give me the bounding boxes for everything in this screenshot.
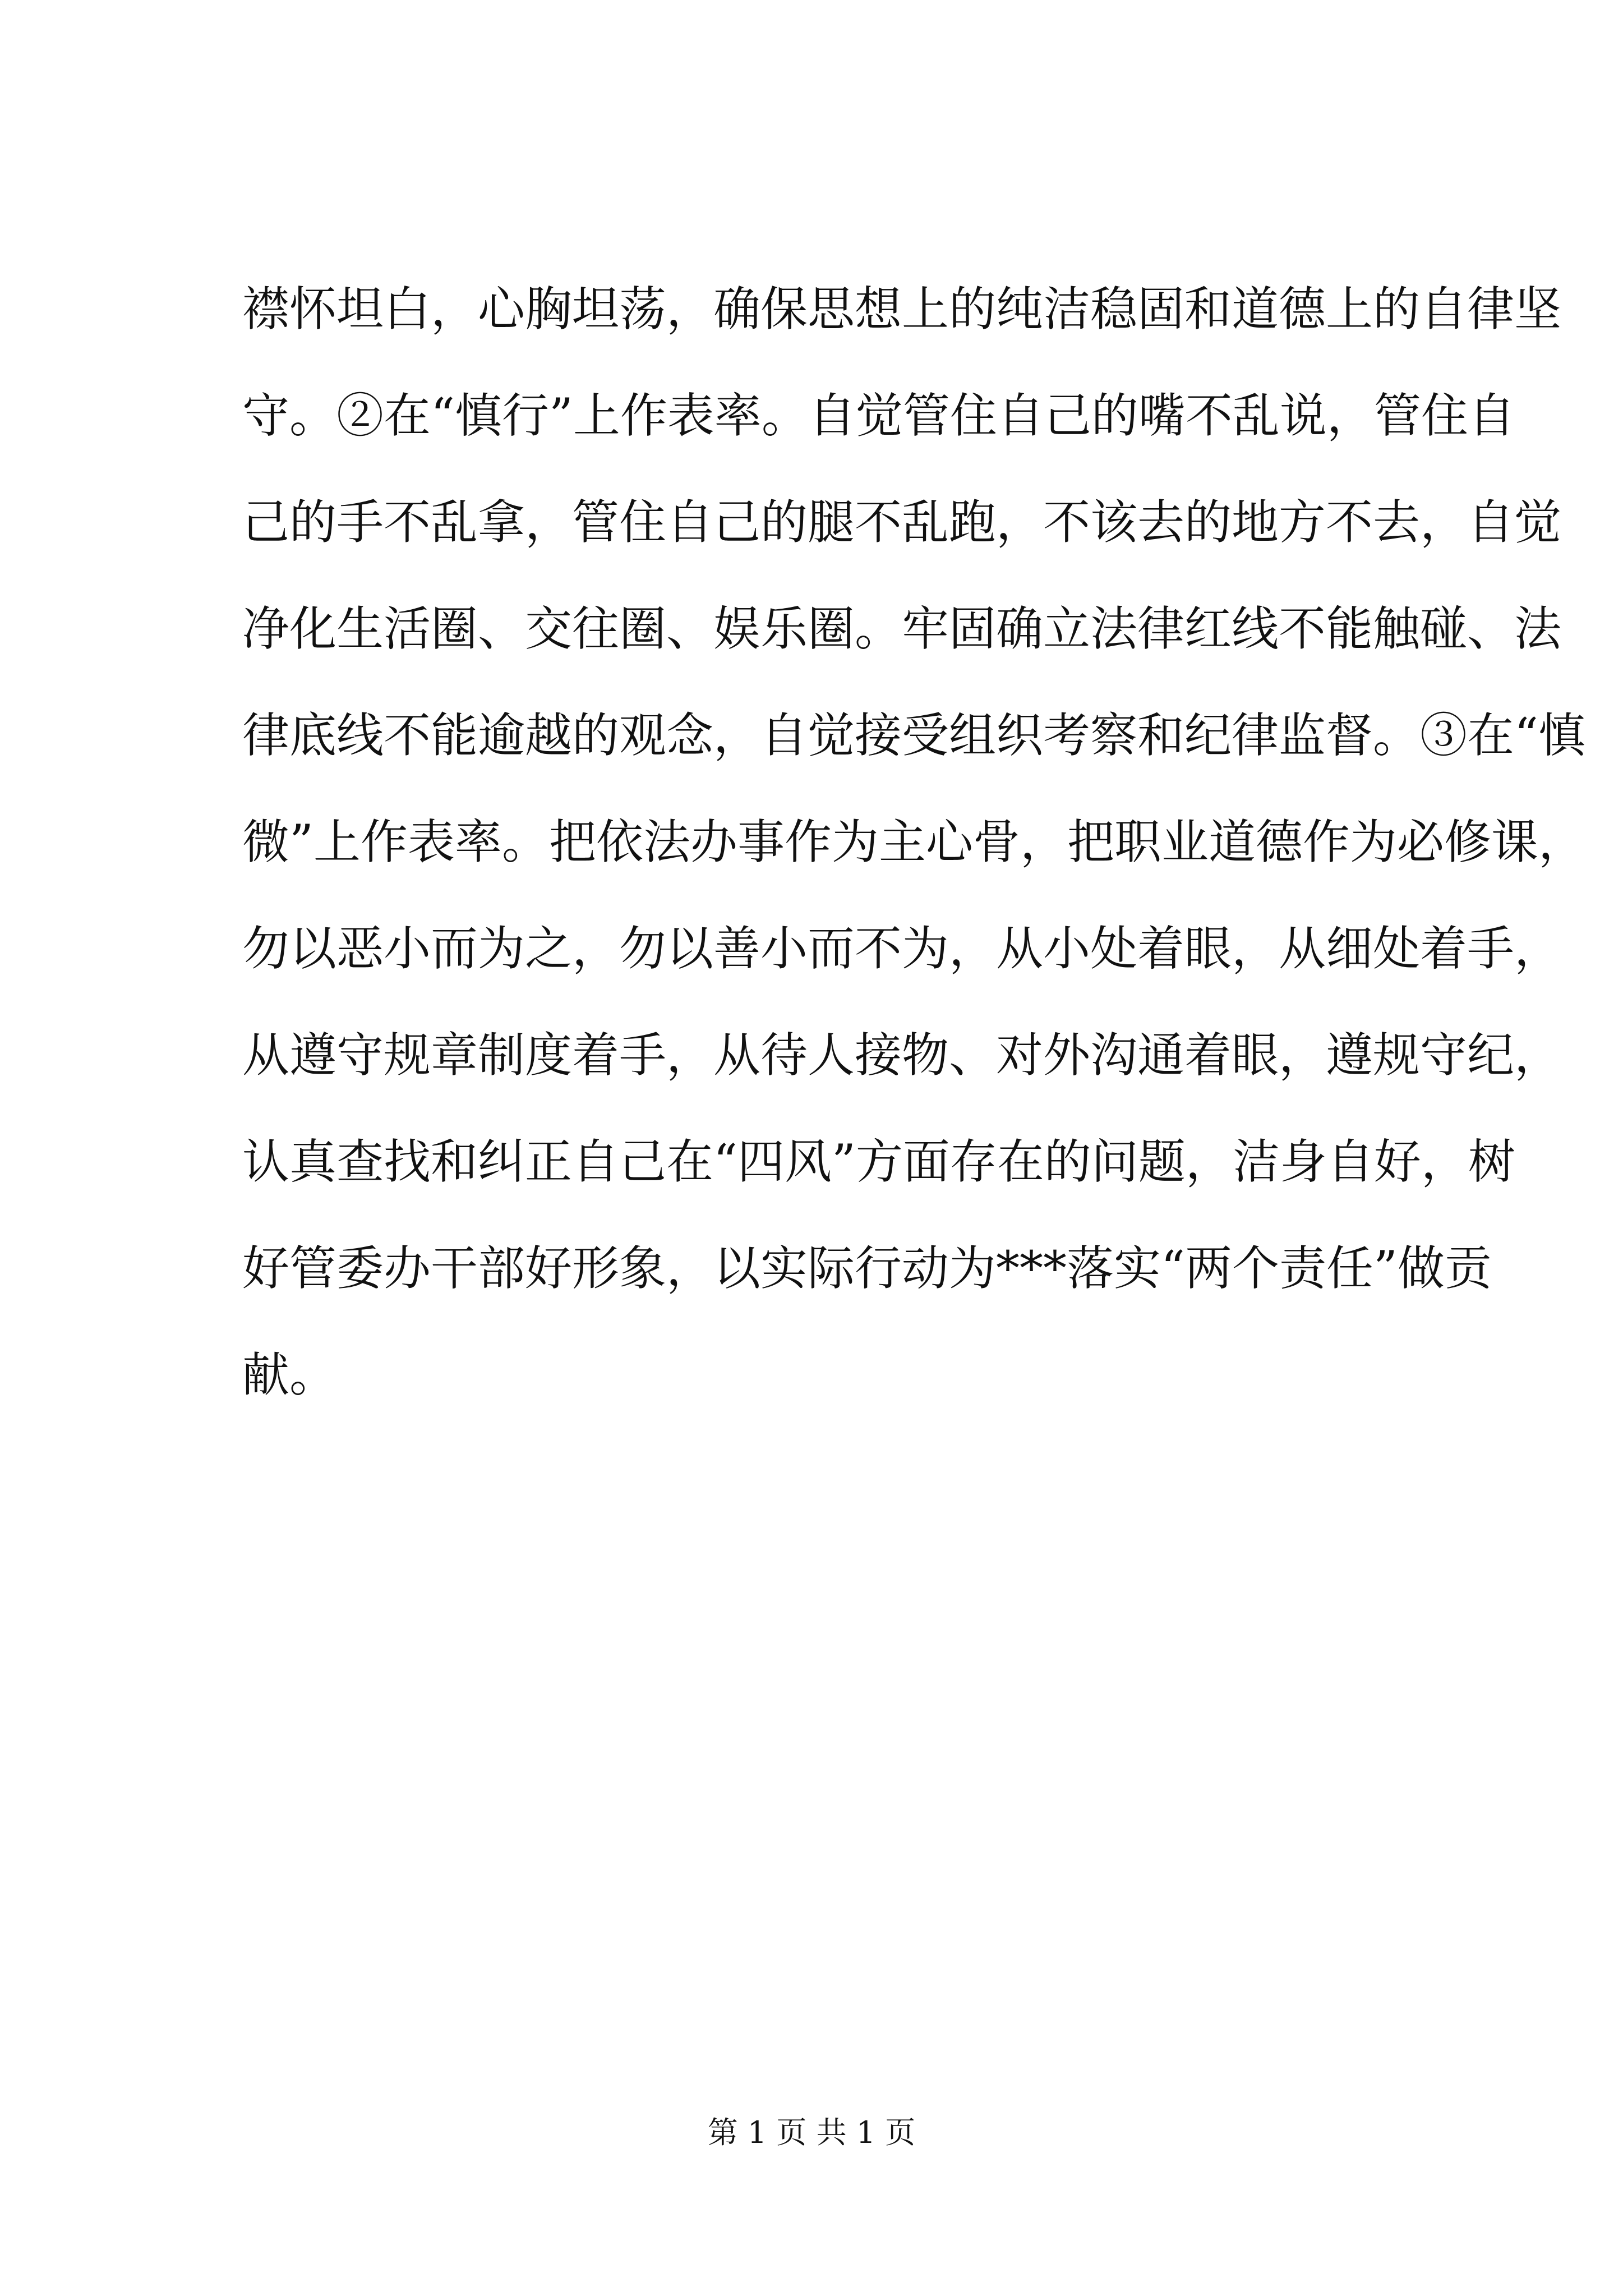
paragraph-line: 律底线不能逾越的观念，自觉接受组织考察和纪律监督。③在“慎 <box>242 708 1585 763</box>
page-footer: 第 1 页 共 1 页 <box>707 2115 916 2150</box>
paragraph-line: 净化生活圈、交往圈、娱乐圈。牢固确立法律红线不能触碰、法 <box>242 601 1562 656</box>
document-body <box>242 256 1585 1428</box>
paragraph-line: 守。②在“慎行”上作表率。自觉管住自己的嘴不乱说，管住自 <box>242 388 1515 443</box>
paragraph-line: 勿以恶小而为之，勿以善小而不为，从小处着眼，从细处着手， <box>242 921 1562 976</box>
paragraph-line: 己的手不乱拿，管住自己的腿不乱跑，不该去的地方不去，自觉 <box>242 495 1562 550</box>
paragraph-line: 从遵守规章制度着手，从待人接物、对外沟通着眼，遵规守纪， <box>242 1028 1562 1083</box>
paragraph-line: 认真查找和纠正自己在“四风”方面存在的问题，洁身自好，树 <box>242 1134 1515 1189</box>
paragraph-line: 献。 <box>242 1347 337 1402</box>
paragraph-line: 襟怀坦白，心胸坦荡，确保思想上的纯洁稳固和道德上的自律坚 <box>242 282 1562 337</box>
paragraph-line: 好管委办干部好形象，以实际行动为***落实“两个责任”做贡 <box>242 1241 1492 1296</box>
paragraph-line: 微”上作表率。把依法办事作为主心骨，把职业道德作为必修课， <box>242 815 1585 869</box>
